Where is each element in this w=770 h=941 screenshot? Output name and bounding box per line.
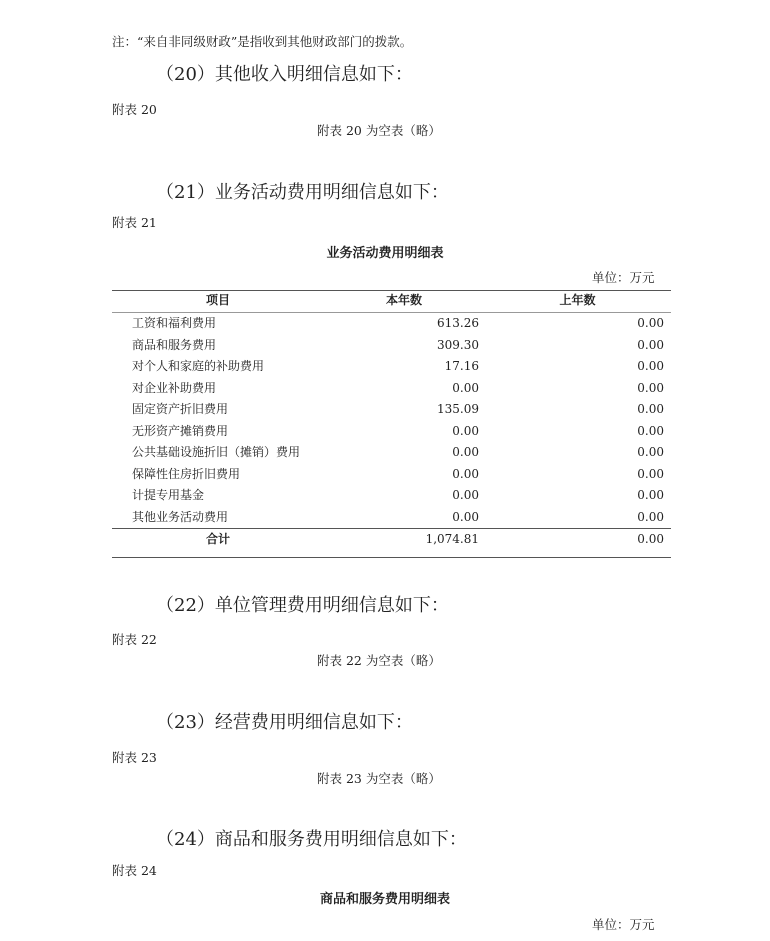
section-24-heading: （24）商品和服务费用明细信息如下： <box>156 829 467 850</box>
column-header-item: 项目 <box>205 293 230 307</box>
row-current: 0.00 <box>452 445 479 459</box>
row-current: 613.26 <box>437 316 479 330</box>
table-row <box>112 507 671 528</box>
row-item: 其他业务活动费用 <box>132 509 229 524</box>
row-current: 0.00 <box>452 466 479 481</box>
table-row <box>112 335 671 356</box>
table-row <box>112 485 671 506</box>
section-22-empty-note: 附表 22 为空表（略） <box>317 653 441 668</box>
column-header-current: 本年数 <box>385 293 422 307</box>
section-21-label: 附表 21 <box>112 215 157 230</box>
footnote: 注：“来自非同级财政”是指收到其他财政部门的拨款。 <box>112 34 413 49</box>
row-item: 计提专用基金 <box>132 488 205 502</box>
table-21-unit: 单位：万元 <box>592 270 655 285</box>
table-header-row <box>112 290 671 311</box>
section-24-label: 附表 24 <box>112 863 157 878</box>
row-previous: 0.00 <box>637 337 664 352</box>
table-bottom-rule <box>112 557 671 558</box>
row-current: 0.00 <box>452 509 479 524</box>
expense-table <box>112 290 671 558</box>
row-previous: 0.00 <box>637 445 664 459</box>
section-22-label: 附表 22 <box>112 632 157 647</box>
table-row <box>112 313 671 334</box>
section-22-heading: （22）单位管理费用明细信息如下： <box>156 595 449 616</box>
row-previous: 0.00 <box>637 316 664 330</box>
row-current: 0.00 <box>452 423 479 438</box>
section-23-heading: （23）经营费用明细信息如下： <box>156 712 413 733</box>
table-row <box>112 399 671 420</box>
row-current: 17.16 <box>444 359 479 373</box>
row-previous: 0.00 <box>637 466 664 481</box>
row-item: 保障性住房折旧费用 <box>132 466 241 481</box>
row-previous: 0.00 <box>637 380 664 395</box>
section-20-empty-note: 附表 20 为空表（略） <box>317 123 441 138</box>
row-current: 0.00 <box>452 488 479 502</box>
table-row <box>112 356 671 377</box>
row-previous: 0.00 <box>637 488 664 502</box>
table-21-title: 业务活动费用明细表 <box>326 246 444 261</box>
table-row <box>112 442 671 463</box>
section-23-label: 附表 23 <box>112 750 157 765</box>
row-item: 固定资产折旧费用 <box>132 402 229 416</box>
row-current: 309.30 <box>437 337 479 352</box>
table-row <box>112 378 671 399</box>
row-item: 对个人和家庭的补助费用 <box>132 359 265 373</box>
section-20-label: 附表 20 <box>112 102 157 117</box>
row-item: 对企业补助费用 <box>132 380 217 395</box>
row-previous: 0.00 <box>637 509 664 524</box>
table-24-title: 商品和服务费用明细表 <box>319 892 450 907</box>
row-previous: 0.00 <box>637 402 664 416</box>
column-header-previous: 上年数 <box>559 293 596 307</box>
row-item: 无形资产摊销费用 <box>132 423 229 438</box>
row-item: 公共基础设施折旧（摊销）费用 <box>132 445 301 459</box>
row-previous: 0.00 <box>637 423 664 438</box>
row-current: 135.09 <box>437 402 479 416</box>
row-current: 0.00 <box>452 380 479 395</box>
total-current: 1,074.81 <box>425 532 479 546</box>
total-previous: 0.00 <box>637 532 664 546</box>
row-previous: 0.00 <box>637 359 664 373</box>
section-23-empty-note: 附表 23 为空表（略） <box>317 771 441 786</box>
row-item: 工资和福利费用 <box>132 316 217 330</box>
total-label: 合计 <box>205 532 230 546</box>
table-total-row <box>112 529 671 550</box>
table-24-unit: 单位：万元 <box>592 917 655 932</box>
table-row <box>112 464 671 485</box>
row-item: 商品和服务费用 <box>132 337 217 352</box>
table-row <box>112 421 671 442</box>
section-20-heading: （20）其他收入明细信息如下： <box>156 64 413 85</box>
section-21-heading: （21）业务活动费用明细信息如下： <box>156 182 449 203</box>
